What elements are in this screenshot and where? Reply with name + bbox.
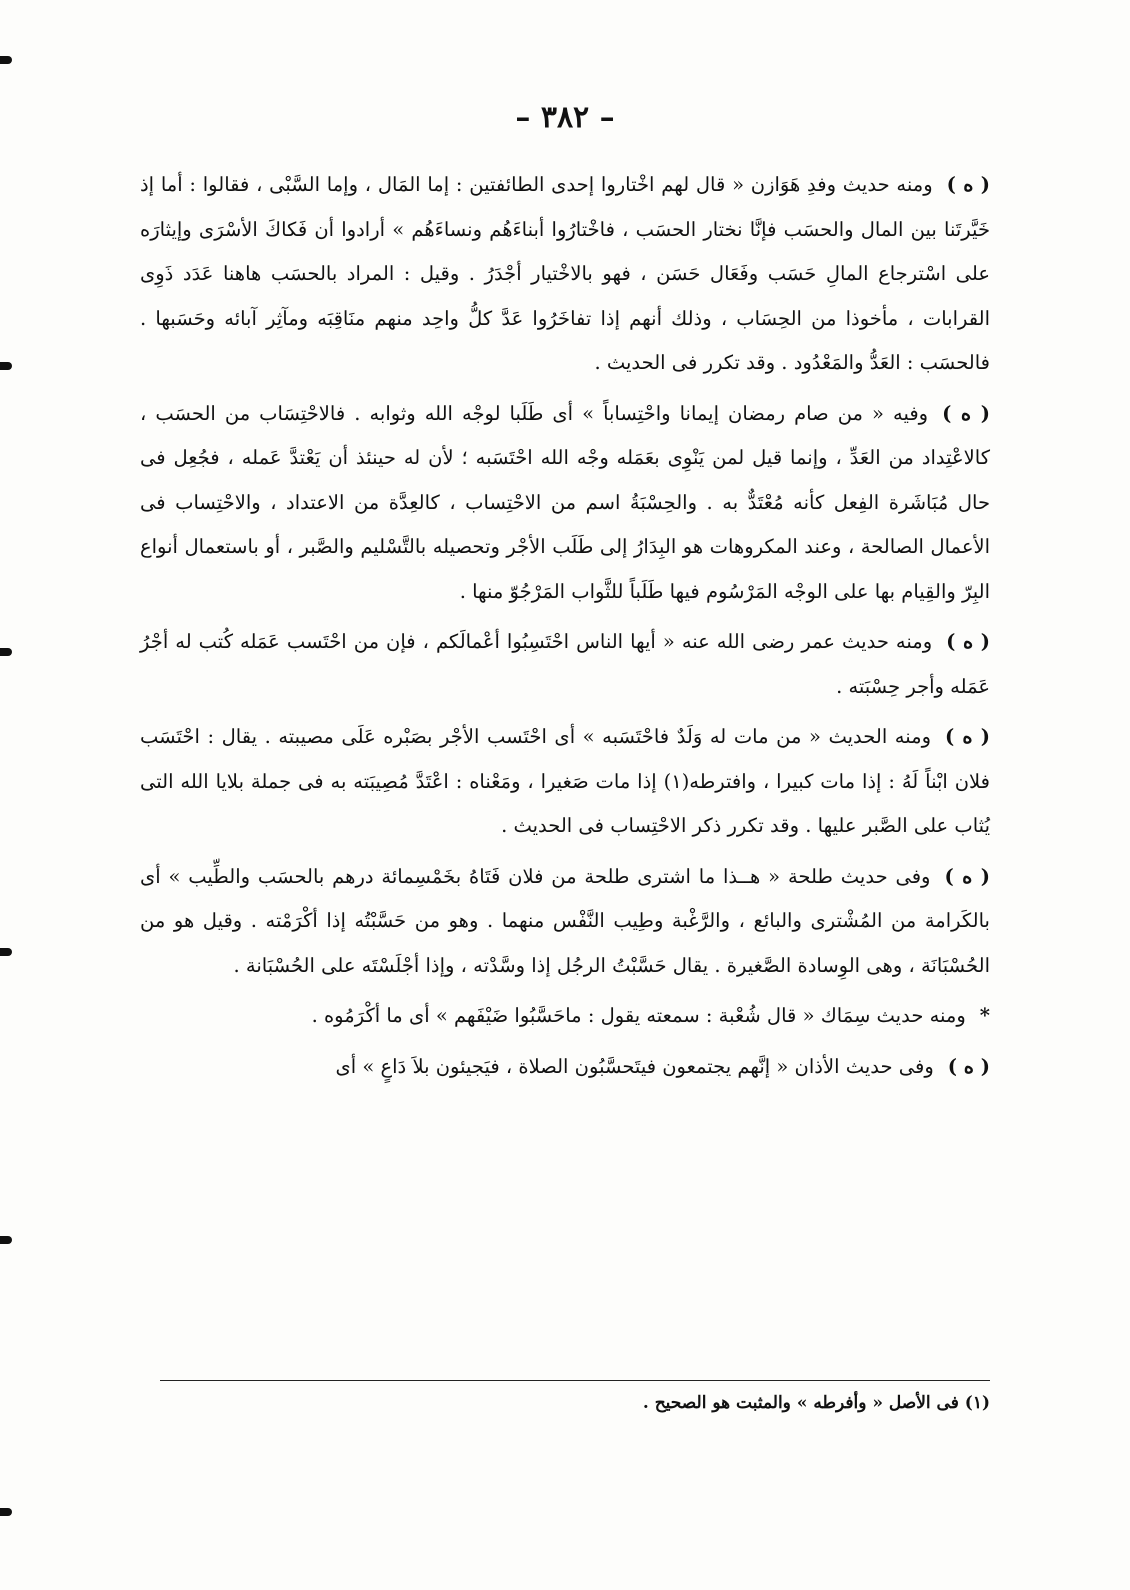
entry	[140, 163, 990, 386]
entry-marker: ( ه )	[944, 864, 990, 888]
entry-text: ومنه حديث وفدِ هَوَازن « قال لهم اخْتاروا إحدى الطائفتين : إما المَال ، وإما السَّبْى ، فقالوا : أما إذ خَيَّرتَنا بين المال والحسَب فإنَّا نختار الحسَب ، فاخْتارُوا أبناءَهُم ونساءَهُم » أرادوا أن فَكاكَ الأسْرَى وإيثارَه على اسْترجاع المالِ حَسَب وفَعَال حَسَن ، فهو بالاخْتيار أجْدَرُ . وقيل : المراد بالحسَب هاهنا عَدَد ذَوِى القرابات ، مأخوذا من الحِسَاب ، وذلك أنهم إذا تفاخَرُوا عَدَّ كلُّ واحِد منهم منَاقِبَه ومآثِر آبائه وحَسَبها . فالحسَب : العَدُّ والمَعْدُود . وقد تكرر فى الحديث .	[140, 173, 990, 374]
entry-text: وفى حديث الأذان « إنَّهم يجتمعون فيتَحسَّبُون الصلاة ، فيَجيئون بلاَ دَاعٍ » أى	[335, 1054, 934, 1078]
entry-text: ومنه الحديث « من مات له وَلَدٌ فاحْتَسَبه » أى احْتَسب الأجْر بصَبْره عَلَى مصيبته . يقال : احْتَسَب فلان ابْناً لَهُ : إذا مات كبيرا ، وافترطه(١) إذا مات صَغيرا ، ومَعْناه : اعْتَدَّ مُصِيبَته به فى جملة بلايا الله التى يُثاب على الصَّبر عليها . وقد تكرر ذكر الاحْتِساب فى الحديث .	[140, 725, 990, 837]
entry-marker: ( ه )	[942, 401, 990, 425]
entry-text: ومنه حديث عمر رضى الله عنه « أيها الناس احْتَسِبُوا أعْمالَكم ، فإن من احْتَسب عَمَله كُتب له أجْرُ عَمَله وأجر حِسْبَته .	[140, 630, 990, 698]
entry	[140, 994, 990, 1039]
entry-text: وفيه « من صام رمضان إيمانا واحْتِساباً » أى طَلَبا لوجْه الله وثوابه . فالاحْتِسَاب من الحسَب ، كالاعْتِداد من العَدِّ ، وإنما قيل لمن يَنْوِى بعَمَله وجْه الله احْتَسَبه ؛ لأن له حينئذ أن يَعْتدَّ عَمله ، فجُعِل فى حال مُبَاشَرة الفِعل كأنه مُعْتَدٌّ به . والحِسْبَةُ اسم من الاحْتِساب ، كالعِدَّة من الاعتداد ، والاحْتِساب فى الأعمال الصالحة ، وعند المكروهات هو البِدَارُ إلى طَلَب الأجْر وتحصيله بالتَّسْليم والصَّبر ، أو باستعمال أنواع البِرّ والقِيام بها على الوجْه المَرْسُوم فيها طَلَباً للثَّواب المَرْجُوّ منها .	[140, 401, 990, 603]
entry-marker: ( ه )	[947, 1054, 990, 1078]
entry-text: ومنه حديث سِمَاك « قال شُعْبة : سمعته يقول : ماحَسَّبُوا ضَيْفَهم » أى ما أكْرَمُوه .	[311, 1004, 966, 1027]
entry-marker: ( ه )	[946, 173, 990, 196]
entry-marker: ( ه )	[945, 725, 991, 748]
footnote: (١) فى الأصل « وأفرطه » والمثبت هو الصحيح .	[642, 1393, 990, 1413]
footnote-divider	[160, 1380, 990, 1381]
entry	[140, 620, 990, 709]
scan-edge-mark	[0, 648, 12, 656]
document-page	[140, 100, 990, 1540]
page-number: – ٣٨٢ –	[515, 100, 615, 135]
entry-text: وفى حديث طلحة « هــذا ما اشترى طلحة من فلان فَتَاهُ بخَمْسِمائة درهم بالحسَب والطِّيب » أى بالكَرامة من المُشْترى والبائع ، والرَّغْبة وطِيب النَّفْس منهما . وهو من حَسَّبْتُه إذا أكْرَمْته . وقيل هو من الحُسْبَانَة ، وهى الوِسادة الصَّغيرة . يقال حَسَّبْتُ الرجُل إذا وسَّدْته ، وإذا أجْلَسْتَه على الحُسْبَانة .	[140, 864, 990, 977]
scan-edge-mark	[0, 948, 12, 956]
entry	[140, 392, 990, 615]
entry	[140, 855, 990, 989]
entry-marker: ( ه )	[946, 630, 990, 653]
scan-edge-mark	[0, 1236, 12, 1244]
entry	[140, 1045, 990, 1090]
scan-edge-mark	[0, 362, 12, 370]
scan-edge-mark	[0, 1508, 12, 1516]
scan-edge-mark	[0, 56, 12, 64]
entry	[140, 715, 990, 849]
entry-marker: *	[979, 1004, 990, 1027]
